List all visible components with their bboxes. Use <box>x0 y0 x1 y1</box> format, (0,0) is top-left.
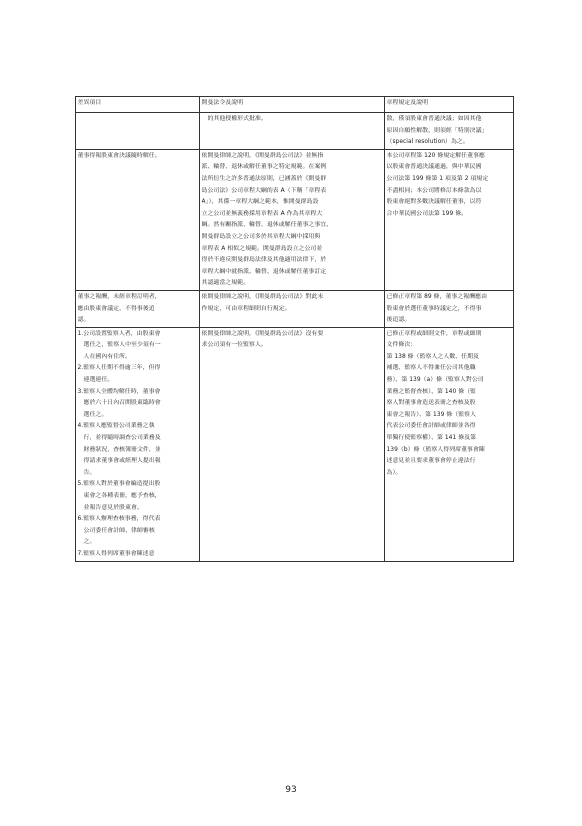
table-row <box>76 149 514 290</box>
law-line: 開曼群島設立之公司多於其章程大綱中採用與 <box>201 233 321 240</box>
provision-line: 2.監察人任期不得逾三年，但得 <box>77 365 161 372</box>
provision-line: 行，並得隨時調查公司業務及 <box>83 435 161 442</box>
charter-line: 本公司章程第 120 條規定解任董事應 <box>386 152 485 159</box>
law-line: 派、輪替、退休或解任董事之特定規範。在案例 <box>201 164 327 171</box>
provision-line: 3.監察人全體均解任時，董事會 <box>77 388 161 395</box>
charter-line: 後追認。 <box>386 317 411 324</box>
item-line: 董事之報酬，未經章程訂明者， <box>77 293 161 300</box>
charter-provision-cell <box>385 327 514 561</box>
law-line: 作規定，可由章程細則自行規定。 <box>201 305 291 312</box>
numbered-provision <box>78 549 199 561</box>
provision-line: 1.公司設置監察人者，由股東會 <box>77 330 161 337</box>
charter-line: 為）。 <box>386 469 402 476</box>
law-line: 依開曼律師之說明，《開曼群島公司法》並無指 <box>201 152 324 159</box>
provision-line: 4.監察人應監督公司業務之執 <box>77 423 155 430</box>
charter-provision-cell <box>385 290 514 327</box>
numbered-provision <box>78 387 199 422</box>
charter-line: 東會之報告）、第 139 條（監察人 <box>386 411 477 418</box>
comparison-table <box>75 96 514 562</box>
charter-line: 公司法第 199 條第 1 項及第 2 項規定 <box>386 175 489 182</box>
cayman-law-cell <box>200 113 385 150</box>
cayman-law-cell <box>200 149 385 290</box>
provision-line: 東會之各種表冊，應予查核， <box>83 493 161 499</box>
numbered-provision <box>78 329 199 364</box>
provision-line: 人在國內有住所。 <box>83 353 132 360</box>
law-line: 得於不違反開曼群島法律及其他適用法律下，於 <box>201 257 327 264</box>
item-line: 應由股東會議定，不得事後追 <box>77 305 155 312</box>
header-difference-item: 差異項目 <box>76 97 200 113</box>
charter-line: 以股東會普通決議通過，與中華民國 <box>386 164 482 171</box>
charter-line: （special resolution）為之。 <box>386 139 469 146</box>
law-line: 依開曼律師之說明，《開曼群島公司法》對此未 <box>201 293 324 300</box>
law-line: 其認適當之規範。 <box>201 280 250 287</box>
table-row <box>76 290 514 327</box>
law-line: 章程表 A 相似之規範。開曼群島設立之公司並 <box>201 245 323 252</box>
table-row <box>76 113 514 150</box>
provision-line: 5.監察人對於董事會編造提出股 <box>77 481 161 488</box>
cayman-law-cell <box>200 290 385 327</box>
charter-line: 述意見並且要求董事會停止違法行 <box>386 458 476 465</box>
item-line: 認。 <box>77 317 90 324</box>
charter-line: 第 138 條（監察人之人數、任期及 <box>386 353 479 360</box>
charter-line: 務）、第 139（a）條（監察人對公司 <box>386 377 484 384</box>
charter-line: 股東會於選任董事時議定之，不得事 <box>386 305 482 312</box>
law-line: 的其他授權形式批准。 <box>201 116 267 122</box>
law-line: 綱。然有關指派、輪替、退休或解任董事之事宜， <box>201 222 333 229</box>
provision-line: 連選連任。 <box>83 377 114 384</box>
provision-line: 告。 <box>83 469 96 476</box>
provision-line: 6.監察人辦理查核事務，得代表 <box>77 516 161 523</box>
provision-line: 選任之，監察人中至少須有一 <box>83 342 161 349</box>
table-header-row <box>76 97 514 113</box>
provision-line: 公司委任會計師、律師審核 <box>83 527 155 534</box>
charter-line: 不盡相同；本公司將修訂本條款為以 <box>386 187 482 194</box>
charter-line: 單獨行使監察權）、第 141 條及第 <box>386 435 477 442</box>
charter-line: 原因自願性解散，則須經「特別決議」 <box>386 127 488 134</box>
law-line: 章程大綱中就指派、輪替、退休或解任董事訂定 <box>201 268 327 275</box>
law-line: A」），其係一章程大綱之範本，惟開曼群島設 <box>201 199 319 206</box>
charter-line: 散，僅須股東會普通決議；如因其他 <box>386 116 482 122</box>
difference-item-cell <box>76 113 200 150</box>
charter-line: 補選、監察人不得兼任公司其他職 <box>386 365 476 372</box>
charter-line: 股東會絕對多數決議解任董事，以符 <box>386 199 482 206</box>
law-line: 島公司法》公司章程大綱的表 A（下稱「章程表 <box>201 187 327 194</box>
charter-line: 代表公司委任會計師或律師並各得 <box>386 423 476 430</box>
item-line: 董事得報股東會決議隨時解任。 <box>77 152 161 159</box>
provision-line: 應於六十日內召開股東臨時會 <box>83 400 161 407</box>
difference-item-cell <box>76 290 200 327</box>
cayman-law-cell <box>200 327 385 561</box>
law-line: 求公司須有一位監察人。 <box>201 342 267 349</box>
charter-line: 已修正章程第 89 條，董事之報酬應由 <box>386 293 488 300</box>
charter-provision-cell <box>385 113 514 150</box>
numbered-provision <box>78 479 199 514</box>
provision-line: 7.監察人得列席董事會陳述意 <box>77 550 155 557</box>
header-cayman-law: 開曼法令及說明 <box>200 97 385 113</box>
charter-line: 業務之監督查核）、第 140 條（監 <box>386 388 477 395</box>
provision-line: 得請求董事會或經理人提出報 <box>83 458 161 465</box>
provision-line: 並報告意見於股東會。 <box>83 504 143 511</box>
page-number: 93 <box>285 785 297 795</box>
law-line: 依開曼律師之說明，《開曼群島公司法》沒有要 <box>201 330 324 337</box>
table-row <box>76 327 514 561</box>
charter-provision-cell <box>385 149 514 290</box>
numbered-provision <box>78 421 199 479</box>
provision-line: 之。 <box>83 539 96 546</box>
law-line: 法所衍生之許多普通法原則，已涵蓋於《開曼群 <box>201 175 327 182</box>
charter-line: 139（b）條（監察人得列席董事會陳 <box>386 446 485 453</box>
numbered-provision <box>78 514 199 549</box>
charter-line: 合中華民國公司法第 199 條。 <box>386 210 468 217</box>
charter-line: 文件條次： <box>386 342 417 349</box>
header-charter-provision: 章程規定及說明 <box>385 97 514 113</box>
difference-item-cell <box>76 327 200 561</box>
charter-line: 已修正章程或細則文件，章程或細則 <box>386 330 482 337</box>
provision-line: 選任之。 <box>83 411 108 418</box>
difference-item-cell <box>76 149 200 290</box>
law-line: 立之公司並無義務採用章程表 A 作為其章程大 <box>201 210 323 217</box>
charter-line: 察人對董事會造送表冊之查核及股 <box>386 400 476 407</box>
numbered-provision <box>78 363 199 386</box>
provision-line: 財務狀況，查核簿冊文件，並 <box>83 446 161 453</box>
